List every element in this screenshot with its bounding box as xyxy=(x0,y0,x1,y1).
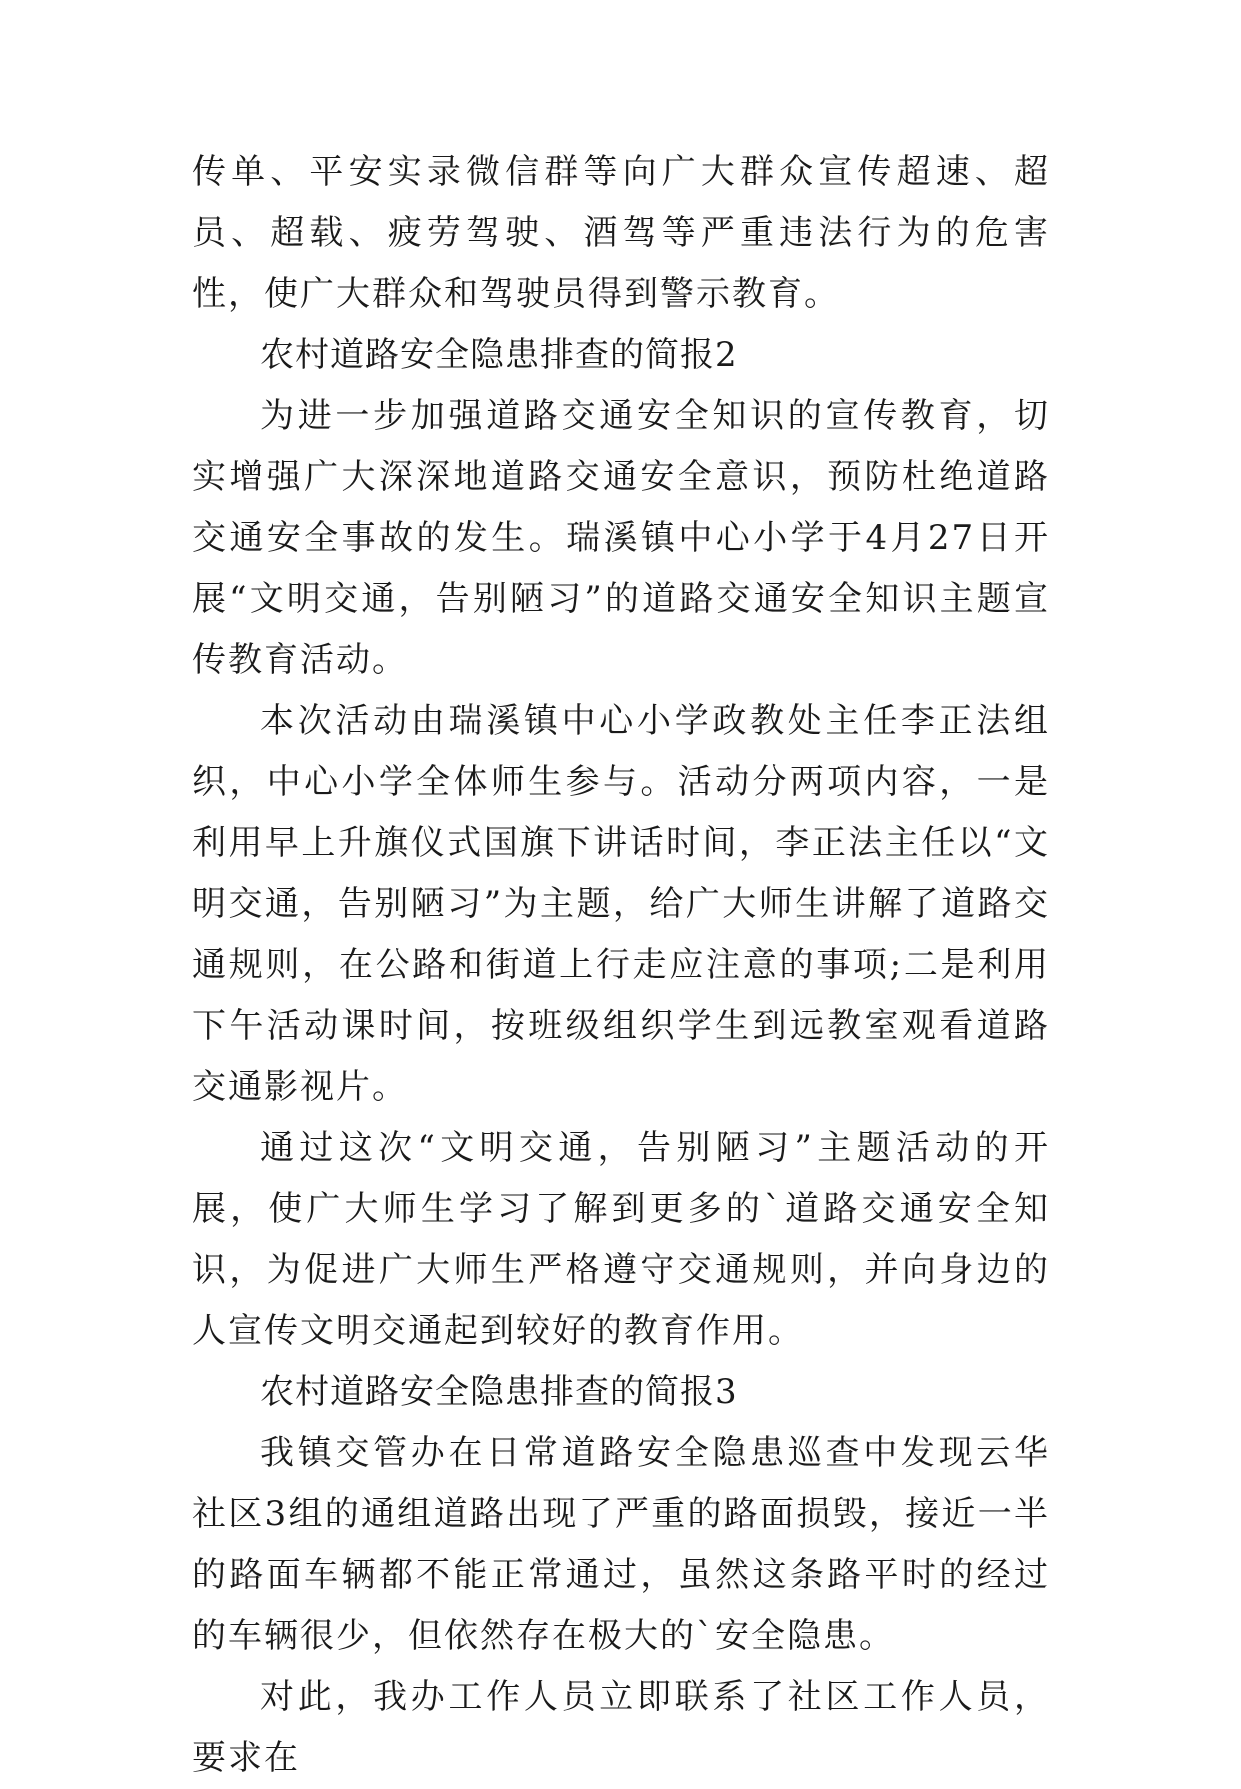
paragraph-activity: 本次活动由瑞溪镇中心小学政教处主任李正法组织，中心小学全体师生参与。活动分两项内容，一是利用早上升旗仪式国旗下讲话时间，李正法主任以“文明交通，告别陋习”为主题，给广大师生讲解了道路交通规则，在公路和街道上行走应注意的事项;二是利用下午活动课时间，按班级组织学生到远教室观看道路交通影视片。 xyxy=(192,701,1050,1107)
paragraph-intro-2: 为进一步加强道路交通安全知识的宣传教育，切实增强广大深深地道路交通安全意识，预防杜绝道路交通安全事故的发生。瑞溪镇中心小学于4月27日开展“文明交通，告别陋习”的道路交通安全知识主题宣传教育活动。 xyxy=(192,396,1050,680)
section-heading-2: 农村道路安全隐患排查的简报2 xyxy=(260,335,738,375)
section-heading-3: 农村道路安全隐患排查的简报3 xyxy=(260,1372,738,1412)
document-body xyxy=(192,142,1050,1789)
paragraph-result: 通过这次“文明交通，告别陋习”主题活动的开展，使广大师生学习了解到更多的`道路交通安全知识，为促进广大师生严格遵守交通规则，并向身边的人宣传文明交通起到较好的教育作用。 xyxy=(192,1128,1050,1351)
paragraph-intro-3: 我镇交管办在日常道路安全隐患巡查中发现云华社区3组的通组道路出现了严重的路面损毁，接近一半的路面车辆都不能正常通过，虽然这条路平时的经过的车辆很少，但依然存在极大的`安全隐患。 xyxy=(192,1433,1050,1656)
paragraph-continuation: 传单、平安实录微信群等向广大群众宣传超速、超员、超载、疲劳驾驶、酒驾等严重违法行为的危害性，使广大群众和驾驶员得到警示教育。 xyxy=(192,152,1050,314)
paragraph-response: 对此，我办工作人员立即联系了社区工作人员，要求在 xyxy=(192,1677,1050,1778)
